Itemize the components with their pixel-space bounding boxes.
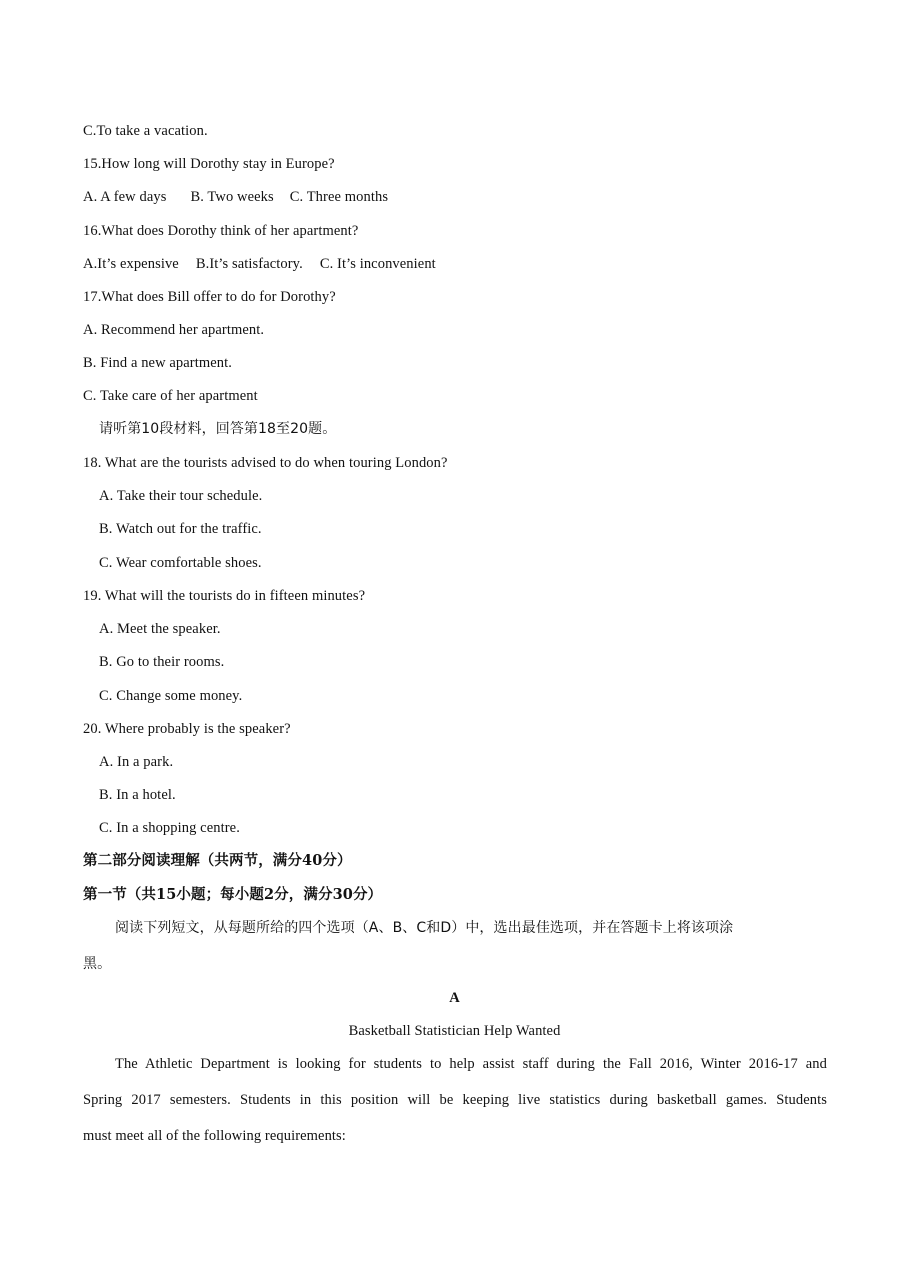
reading-instruction-line-1: 阅读下列短文，从每题所给的四个选项（A、B、C和D）中，选出最佳选项，并在答题卡上将该项涂: [115, 920, 734, 936]
question-18: 18. What are the tourists advised to do when touring London?: [83, 455, 448, 471]
option-17-a: A. Recommend her apartment.: [83, 322, 265, 338]
option-20-c: C. In a shopping centre.: [99, 820, 240, 836]
option-line: C.To take a vacation.: [83, 123, 208, 139]
option-18-c: C. Wear comfortable shoes.: [99, 555, 262, 571]
question-17: 17.What does Bill offer to do for Dorothy?: [83, 289, 336, 305]
option-16-b: B.It’s satisfactory.: [195, 256, 303, 272]
question-16: 16.What does Dorothy think of her apartment?: [83, 223, 359, 239]
option-16-c: C. It’s inconvenient: [319, 256, 436, 272]
option-20-a: A. In a park.: [99, 754, 174, 770]
option-19-b: B. Go to their rooms.: [99, 654, 225, 670]
listening-instruction: 请听第10段材料，回答第18至20题。: [99, 421, 337, 437]
option-17-b: B. Find a new apartment.: [83, 355, 232, 371]
option-17-c: C. Take care of her apartment: [83, 388, 258, 404]
question-15: 15.How long will Dorothy stay in Europe?: [83, 156, 335, 172]
question-19: 19. What will the tourists do in fifteen minutes?: [83, 588, 366, 604]
options-16: [83, 255, 436, 273]
passage-title: Basketball Statistician Help Wanted: [348, 1023, 561, 1039]
passage-line-1: The Athletic Department is looking for students to help assist staff during the Fall 2016, Winter 2016-17 and: [115, 1056, 827, 1072]
option-19-a: A. Meet the speaker.: [99, 621, 221, 637]
option-15-b: B. Two weeks: [190, 189, 274, 205]
option-18-a: A. Take their tour schedule.: [99, 488, 263, 504]
option-20-b: B. In a hotel.: [99, 787, 176, 803]
options-15: [83, 188, 388, 206]
option-19-c: C. Change some money.: [99, 688, 243, 704]
option-15-a: A. A few days: [83, 189, 167, 205]
option-18-b: B. Watch out for the traffic.: [99, 521, 262, 537]
section-1-heading: 第一节（共15小题；每小题2分，满分30分）: [83, 886, 383, 903]
passage-letter: A: [449, 990, 460, 1006]
option-16-a: A.It’s expensive: [83, 256, 179, 272]
option-15-c: C. Three months: [289, 189, 389, 205]
part-2-heading: 第二部分阅读理解（共两节，满分40分）: [83, 852, 352, 869]
passage-line-3: must meet all of the following requirements:: [83, 1128, 346, 1144]
reading-instruction-line-2: 黑。: [83, 956, 112, 972]
passage-line-2: Spring 2017 semesters. Students in this position will be keeping live statistics during basketball games. Students: [83, 1092, 827, 1108]
question-20: 20. Where probably is the speaker?: [83, 721, 291, 737]
